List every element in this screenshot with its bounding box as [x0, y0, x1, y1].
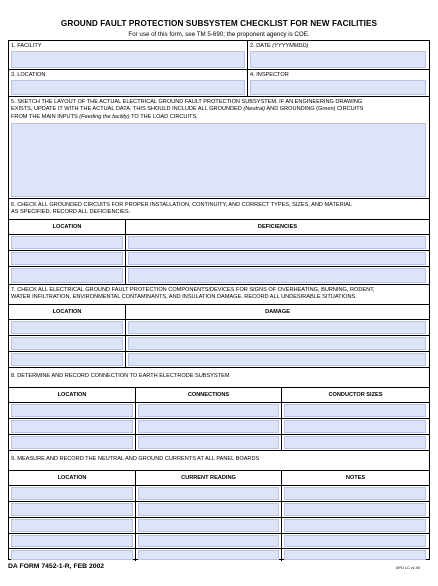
location-cell[interactable]	[11, 535, 133, 547]
facility-field[interactable]	[11, 51, 245, 68]
location-cell[interactable]	[11, 268, 123, 283]
connections-cell[interactable]	[138, 420, 279, 433]
notes-cell[interactable]	[284, 487, 426, 500]
location-cell[interactable]	[11, 236, 123, 249]
section-9-currents	[9, 451, 429, 561]
notes-cell[interactable]	[284, 503, 426, 516]
section-8-earth-electrode	[9, 368, 429, 451]
col-header-current-reading: CURRENT READING	[181, 475, 236, 481]
damage-table	[9, 304, 429, 368]
section-7-line-2: WATER INFILTRATION, ENVIRONMENTAL CONTAMINANTS, AND INSULATION DAMAGE. RECORD ALL UNDESIRABLE SITUATIONS.	[11, 294, 357, 300]
location-cell[interactable]	[11, 503, 133, 516]
earth-electrode-table	[9, 387, 429, 451]
location-cell[interactable]	[11, 487, 133, 500]
current-reading-cell[interactable]	[138, 487, 279, 500]
header-rule	[9, 485, 429, 486]
section-5-line-3: FROM THE MAIN INPUTS (Feeding the facility) TO THE LOAD CIRCUITS.	[11, 114, 198, 120]
location-cell[interactable]	[11, 550, 133, 560]
row-rule	[9, 434, 429, 435]
col-header-damage: DAMAGE	[265, 309, 290, 315]
form-subtitle: For use of this form, see TM 5-690; the proponent agency is COE.	[128, 31, 310, 38]
location-label: 3. LOCATION	[11, 72, 46, 78]
section-7-line-1: 7. CHECK ALL ELECTRICAL GROUND FAULT PROTECTION COMPONENTS/DEVICES FOR SIGNS OF OVERHEATING, BURNING, RODENT,	[11, 287, 375, 293]
version-label: APD LC v1.00	[396, 566, 421, 570]
section-6-line-1: 6. CHECK ALL GROUNDED CIRCUITS FOR PROPER INSTALLATION, CONTINUITY, AND CORRECT TYPES, SIZES, AND MATERIAL	[11, 202, 353, 208]
row-rule	[9, 250, 429, 251]
location-cell[interactable]	[11, 353, 123, 366]
location-cell[interactable]	[11, 404, 133, 417]
location-field[interactable]	[11, 80, 245, 95]
checklist-form	[8, 40, 430, 560]
notes-cell[interactable]	[284, 519, 426, 532]
connections-cell[interactable]	[138, 404, 279, 417]
row-rule	[9, 335, 429, 336]
header-rule	[9, 402, 429, 403]
col-header-connections: CONNECTIONS	[187, 392, 230, 398]
deficiency-cell[interactable]	[128, 236, 426, 249]
row-rule	[9, 418, 429, 419]
facility-label: 1. FACILITY	[11, 43, 42, 49]
conductor-size-cell[interactable]	[284, 436, 426, 449]
conductor-size-cell[interactable]	[284, 404, 426, 417]
inspector-label: 4. INSPECTOR	[250, 72, 289, 78]
conductor-size-cell[interactable]	[284, 420, 426, 433]
col-header-location: LOCATION	[52, 309, 82, 315]
col-header-location: LOCATION	[57, 392, 87, 398]
col-header-conductor-sizes: CONDUCTOR SIZES	[328, 392, 383, 398]
section-5-sketch	[9, 97, 429, 199]
divider	[247, 41, 248, 69]
notes-cell[interactable]	[284, 550, 426, 560]
section-9-line-1: 9. MEASURE AND RECORD THE NEUTRAL AND GROUND CURRENTS AT ALL PANEL BOARDS	[11, 456, 260, 462]
row-location-inspector	[9, 70, 429, 97]
col-header-location: LOCATION	[57, 475, 87, 481]
date-field[interactable]	[250, 51, 426, 68]
connections-cell[interactable]	[138, 436, 279, 449]
col-header-deficiencies: DEFICIENCIES	[257, 224, 298, 230]
damage-cell[interactable]	[128, 337, 426, 350]
col-header-location: LOCATION	[52, 224, 82, 230]
row-rule	[9, 517, 429, 518]
section-5-line-2: EXISTS, UPDATE IT WITH THE ACTUAL DATA. THIS SHOULD INCLUDE ALL GROUNDED (Neutral) AND GROUNDING (Green) CIRCUITS	[11, 106, 364, 112]
form-title: GROUND FAULT PROTECTION SUBSYSTEM CHECKLIST FOR NEW FACILITIES	[60, 19, 378, 28]
location-cell[interactable]	[11, 337, 123, 350]
current-reading-cell[interactable]	[138, 535, 279, 547]
damage-cell[interactable]	[128, 321, 426, 334]
col-header-notes: NOTES	[345, 475, 366, 481]
deficiencies-table	[9, 219, 429, 285]
row-rule	[9, 533, 429, 534]
form-number: DA FORM 7452-1-R, FEB 2002	[8, 563, 105, 570]
row-rule	[9, 501, 429, 502]
row-rule	[9, 266, 429, 267]
divider	[247, 70, 248, 96]
section-7-damage	[9, 285, 429, 368]
location-cell[interactable]	[11, 252, 123, 265]
location-cell[interactable]	[11, 321, 123, 334]
current-reading-cell[interactable]	[138, 503, 279, 516]
current-reading-cell[interactable]	[138, 519, 279, 532]
location-cell[interactable]	[11, 436, 133, 449]
header-rule	[9, 234, 429, 235]
location-cell[interactable]	[11, 519, 133, 532]
date-label: 2. DATE (YYYYMMDD)	[250, 43, 309, 49]
deficiency-cell[interactable]	[128, 252, 426, 265]
inspector-field[interactable]	[250, 80, 426, 95]
section-6-deficiencies	[9, 199, 429, 285]
sketch-area[interactable]	[11, 123, 426, 197]
deficiency-cell[interactable]	[128, 268, 426, 283]
current-reading-cell[interactable]	[138, 550, 279, 560]
row-rule	[9, 351, 429, 352]
currents-table	[9, 470, 429, 561]
section-5-line-1: 5. SKETCH THE LAYOUT OF THE ACTUAL ELECTRICAL GROUND FAULT PROTECTION SUBSYSTEM. IF AN ENGINEERING DRAWING	[11, 99, 363, 105]
section-8-line-1: 8. DETERMINE AND RECORD CONNECTION TO EARTH ELECTRODE SUBSYSTEM	[11, 373, 230, 379]
notes-cell[interactable]	[284, 535, 426, 547]
header-rule	[9, 319, 429, 320]
row-rule	[9, 548, 429, 549]
row-facility-date	[9, 41, 429, 70]
location-cell[interactable]	[11, 420, 133, 433]
section-6-line-2: AS SPECIFIED. RECORD ALL DEFICIENCIES.	[11, 209, 131, 215]
damage-cell[interactable]	[128, 353, 426, 366]
